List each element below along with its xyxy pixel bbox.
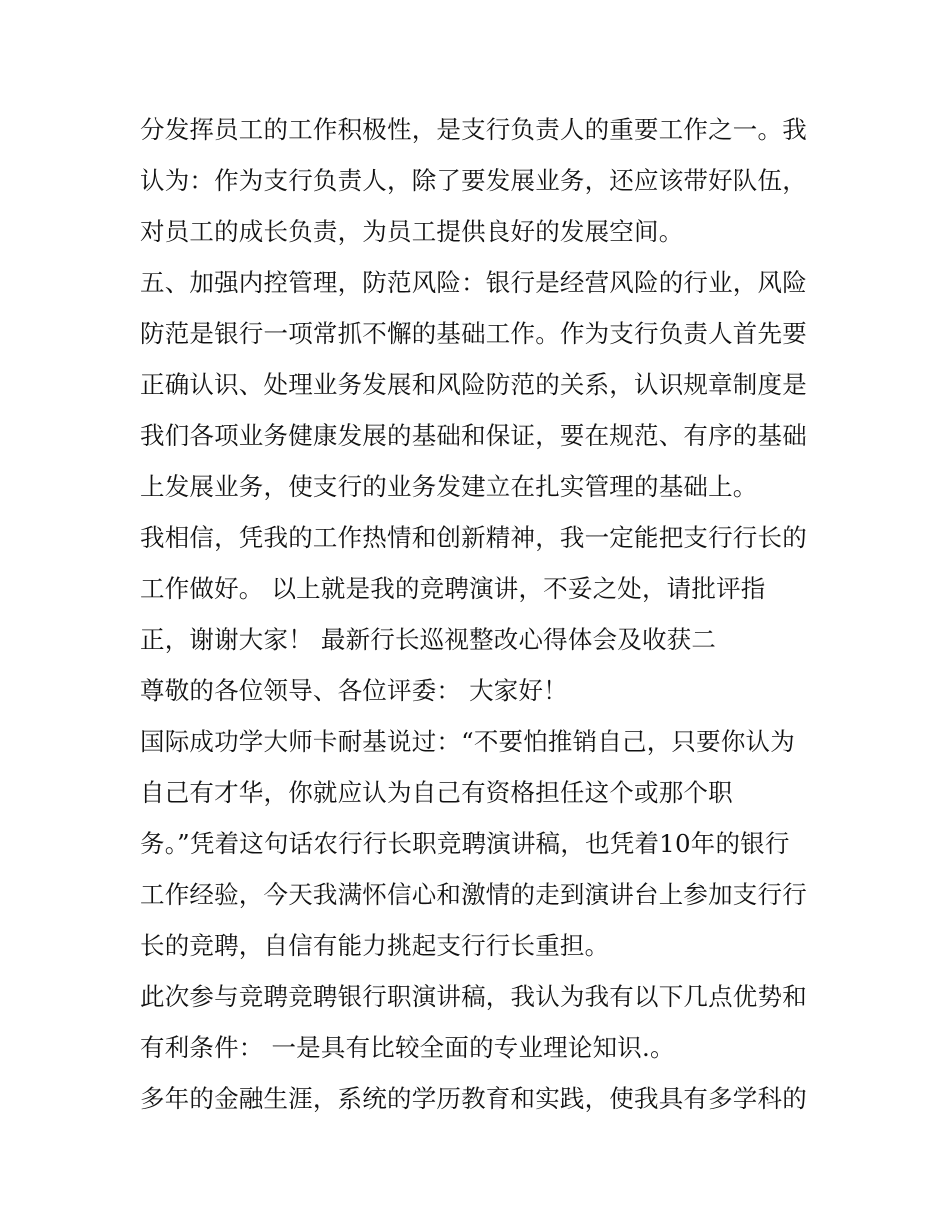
text-line: 工作经验，今天我满怀信心和激情的走到演讲台上参加支行行 (140, 880, 807, 909)
text-line: 对员工的成长负责，为员工提供良好的发展空间。 (140, 217, 684, 246)
text-line: 工作做好。 以上就是我的竞聘演讲，不妥之处，请批评指 (140, 574, 766, 603)
text-line: 我们各项业务健康发展的基础和保证，要在规范、有序的基础 (140, 421, 807, 450)
text-line: 多年的金融生涯，系统的学历教育和实践，使我具有多学科的 (140, 1084, 807, 1113)
text-line: 有利条件： 一是具有比较全面的专业理论知识.。 (140, 1033, 675, 1062)
text-line: 自己有才华，你就应认为自己有资格担任这个或那个职 (140, 778, 733, 807)
text-line: 五、加强内控管理，防范风险：银行是经营风险的行业，风险 (140, 268, 807, 297)
text-line: 正，谢谢大家！ 最新行长巡视整改心得体会及收获二 (140, 625, 717, 654)
text-line: 上发展业务，使支行的业务发建立在扎实管理的基础上。 (140, 472, 758, 501)
text-line: 认为：作为支行负责人，除了要发展业务，还应该带好队伍， (140, 166, 807, 195)
text-line: 正确认识、处理业务发展和风险防范的关系，认识规章制度是 (140, 370, 807, 399)
text-line: 我相信，凭我的工作热情和创新精神，我一定能把支行行长的 (140, 523, 807, 552)
text-line: 务。”凭着这句话农行行长职竞聘演讲稿，也凭着10年的银行 (140, 829, 790, 858)
text-line: 国际成功学大师卡耐基说过：“不要怕推销自己，只要你认为 (140, 727, 795, 756)
text-line: 尊敬的各位领导、各位评委： 大家好！ (140, 676, 568, 705)
text-line: 分发挥员工的工作积极性，是支行负责人的重要工作之一。我 (140, 115, 807, 144)
text-line: 此次参与竞聘竞聘银行职演讲稿，我认为我有以下几点优势和 (140, 982, 807, 1011)
text-line: 长的竞聘，自信有能力挑起支行行长重担。 (140, 931, 610, 960)
text-line: 防范是银行一项常抓不懈的基础工作。作为支行负责人首先要 (140, 319, 807, 348)
